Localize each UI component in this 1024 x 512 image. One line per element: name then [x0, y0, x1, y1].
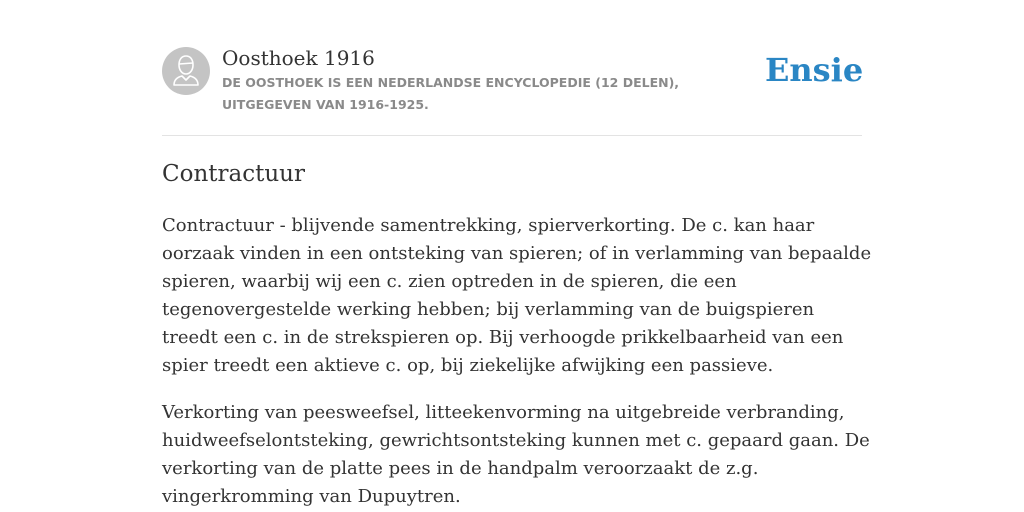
author-description: DE OOSTHOEK IS EEN NEDERLANDSE ENCYCLOPEDIE (12 DELEN), UITGEGEVEN VAN 1916-1925.	[222, 75, 680, 112]
user-icon	[162, 47, 210, 95]
article-header	[162, 46, 862, 118]
author-avatar[interactable]	[162, 47, 210, 95]
author-name[interactable]: Oosthoek 1916	[222, 46, 375, 70]
article-paragraph: Verkorting van peesweefsel, litteekenvorming na uitgebreide verbranding, huidweefselontsteking, gewrichtsontsteking kunnen met c. gepaard gaan. De verkorting van de platte pees in de handpalm veroorzaakt de z.g. vingerkromming van Dupuytren.	[162, 402, 870, 507]
header-divider	[162, 135, 862, 136]
article-body	[162, 212, 872, 512]
article-title: Contractuur	[162, 161, 305, 187]
article-paragraph: Contractuur - blijvende samentrekking, spierverkorting. De c. kan haar oorzaak vinden in een ontsteking van spieren; of in verlamming van bepaalde spieren, waarbij wij een c. zien optreden in de spieren, die een tegenovergestelde werking hebben; bij verlamming van de buigspieren treedt een c. in de strekspieren op. Bij verhoogde prikkelbaarheid van een spier treedt een aktieve c. op, bij ziekelijke afwijking een passieve.	[162, 215, 872, 376]
site-logo[interactable]: Ensie	[765, 51, 864, 89]
